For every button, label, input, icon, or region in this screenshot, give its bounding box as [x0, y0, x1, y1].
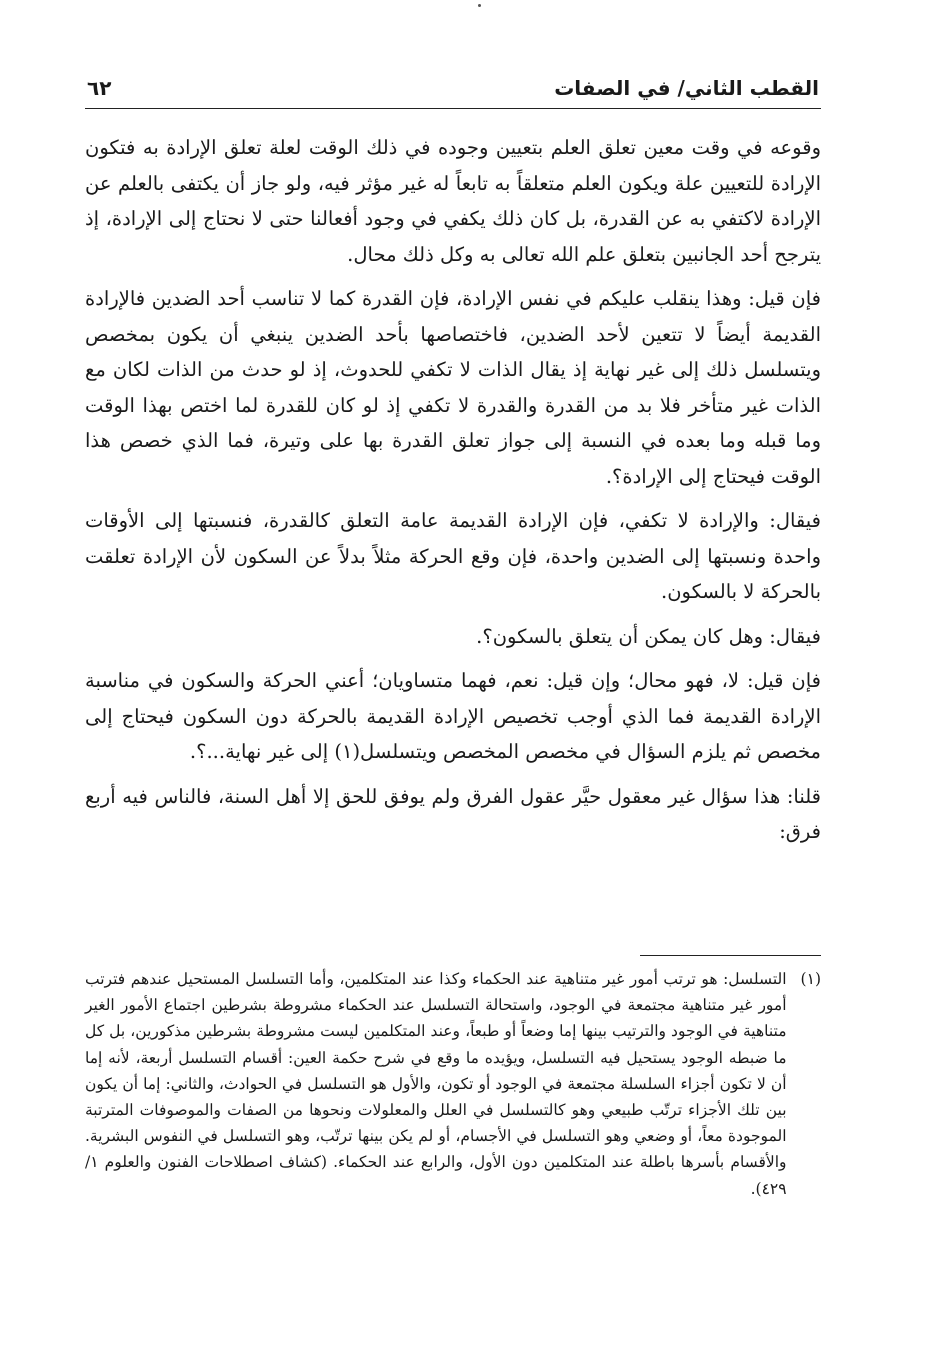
running-header [85, 68, 821, 109]
footnote-marker: (١) [800, 970, 821, 988]
paragraph: فيقال: والإرادة لا تكفي، فإن الإرادة القديمة عامة التعلق كالقدرة، فنسبتها إلى الأوقات واحدة ونسبتها إلى الضدين واحدة، فإن وقع الحركة مثلاً بدلاً عن السكون لأن الإرادة تعلقت بالحركة لا بالسكون. [85, 509, 821, 603]
page-number: ٦٢ [87, 76, 112, 100]
footnote-text: التسلسل: هو ترتب أمور غير متناهية عند الحكماء وكذا عند المتكلمين، وأما التسلسل المستحيل عندهم فترتب أمور غير متناهية مجتمعة في الوجود، واستحالة التسلسل عند الحكماء مشروطة بشرطين اجتماع الأمور الغير متناهية في الوجود والترتيب بينها إما وضعاً أو طبعاً، وعند المتكلمين ليست مشروطة بشرطين مذكورين، بل كل ما ضبطه الوجود يستحيل فيه التسلسل، ويؤيده ما وقع في شرح حكمة العين: أقسام التسلسل أربعة، لأنه إما أن لا تكون أجزاء السلسلة مجتمعة في الوجود أو تكون، والأول هو التسلسل في الحوادث، والثاني: إما أن يكون بين تلك الأجزاء ترتّب طبيعي وهو كالتسلسل في العلل والمعلولات ونحوها من الصفات والموصوفات المترتبة الموجودة معاً، أو وضعي وهو التسلسل في الأجسام، أو لم يكن بينها ترتّب، وهو التسلسل في النفوس البشرية. والأقسام بأسرها باطلة عند المتكلمين دون الأول، والرابع عند الحكماء. (كشاف اصطلاحات الفنون والعلوم ١/ ٤٢٩). [85, 970, 787, 1198]
paragraph: فإن قيل: لا، فهو محال؛ وإن قيل: نعم، فهما متساويان؛ أعني الحركة والسكون في مناسبة الإرادة القديمة فما الذي أوجب تخصيص الإرادة القديمة بالحركة دون السكون فيحتاج إلى مخصص ثم يلزم السؤال في مخصص المخصص ويتسلسل(١) إلى غير نهاية...؟. [85, 669, 821, 763]
header-title: القطب الثاني/ في الصفات [554, 76, 819, 100]
paragraph: فيقال: وهل كان يمكن أن يتعلق بالسكون؟. [476, 624, 821, 648]
paragraph: وقوعه في وقت معين تعلق العلم بتعيين وجوده في ذلك الوقت لعلة تعلق الإرادة به فتكون الإرادة للتعيين علة ويكون العلم متعلقاً به تابعاً له غير مؤثر فيه، ولو جاز أن يكتفى بالعلم عن الإرادة لاكتفي به عن القدرة، بل كان ذلك يكفي في وجود أفعالنا حتى لا نحتاج إلى الإرادة، إذ يترجح أحد الجانبين بتعلق علم الله تعالى به وكل ذلك محال. [85, 136, 821, 266]
paragraph: فإن قيل: وهذا ينقلب عليكم في نفس الإرادة، فإن القدرة كما لا تناسب أحد الضدين فالإرادة القديمة أيضاً لا تتعين لأحد الضدين، فاختصاصها بأحد الضدين ينبغي أن يكون بمخصص ويتسلسل ذلك إلى غير نهاية إذ يقال الذات لا تكفي للحدوث، إذ لو حدث من الذات لكان مع الذات غير متأخر فلا بد من القدرة والقدرة لا تكفي إذ لو كان للقدرة لما اختص بهذا الوقت وما قبله وما بعده في النسبة إلى جواز تعلق القدرة بها على وتيرة، فما الذي خصص هذا الوقت فيحتاج إلى الإرادة؟. [85, 287, 821, 488]
footnote [85, 966, 821, 1202]
main-text [85, 130, 821, 859]
scan-speck [478, 4, 481, 7]
paragraph: قلنا: هذا سؤال غير معقول حيَّر عقول الفرق ولم يوفق للحق إلا أهل السنة، فالناس فيه أربع فرق: [85, 784, 821, 843]
footnote-separator [640, 955, 821, 956]
